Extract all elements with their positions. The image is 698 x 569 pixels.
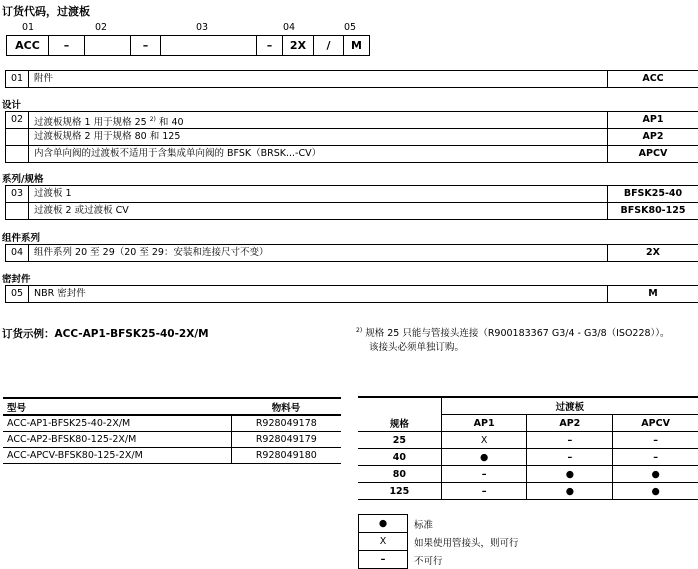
row-description: 过渡板规格 1 用于规格 25 $^{2)}$ 和 40 [29,112,608,128]
legend-text: 标准 [414,519,434,531]
compat-cell: ● [527,466,613,483]
row-code: BFSK80-125 [620,205,686,216]
code-cell: ACC [7,36,49,55]
position-01: 01 [22,22,35,33]
legend [358,514,520,569]
section-row [6,112,698,129]
model-cell: ACC-AP1-BFSK25-40-2X/M [3,415,231,432]
row-description: 过渡板规格 2 用于规格 80 和 125 [29,129,608,145]
code-cell: – [131,36,161,55]
legend-item [359,533,520,551]
position-05: 05 [344,22,357,33]
row-code: M [648,288,658,299]
section-row [6,245,698,261]
row-code: 2X [646,247,660,258]
table-row [358,432,698,449]
section-heading: 密封件 [2,274,31,285]
row-code: BFSK25-40 [623,188,683,199]
compat-cell: X [441,432,527,449]
table-row [3,448,341,464]
section-row [6,186,698,203]
col-header-apcv: APCV [613,415,698,432]
position-03: 03 [196,22,209,33]
material-number-cell: R928049178 [231,415,341,432]
code-cell: / [314,36,344,55]
row-number: 04 [6,245,29,261]
table-row [3,432,341,448]
section-03 [5,185,698,220]
section-row [6,286,698,302]
row-number [6,203,29,219]
compat-cell: – [527,449,613,466]
compat-cell: ● [613,466,698,483]
row-code: AP1 [642,114,664,125]
row-description: NBR 密封件 [29,286,608,302]
row-description: 附件 [29,71,608,87]
size-cell: 125 [358,483,441,500]
compatibility-table [358,396,698,500]
row-number: 03 [6,186,29,202]
footnote: $^{2)}$ 规格 25 只能与管接头连接（R900183367 G3/4 - G3/8（ISO228））。 该接头必须单独订购。 [356,327,670,353]
order-code-bar [6,35,370,56]
code-cell [85,36,131,55]
code-cell: – [49,36,85,55]
compat-cell: – [441,466,527,483]
row-code: APCV [638,148,668,159]
legend-symbol: – [359,551,408,569]
legend-text: 如果使用管接头，则可行 [414,537,519,549]
section-row [6,203,698,219]
section-heading: 系列/规格 [2,174,44,185]
section-05 [5,285,698,303]
footnote-mark: 2) [356,327,363,334]
section-row [6,71,698,87]
order-example: 订货示例：ACC-AP1-BFSK25-40-2X/M [2,328,209,340]
compat-cell: – [441,483,527,500]
row-number [6,146,29,162]
model-cell: ACC-APCV-BFSK80-125-2X/M [3,448,231,464]
section-04 [5,244,698,262]
col-header-ap1: AP1 [441,415,527,432]
table-row [3,415,341,432]
section-01 [5,70,698,88]
parts-table [3,397,341,464]
page-title: 订货代码，过渡板 [2,5,90,18]
size-cell: 25 [358,432,441,449]
size-cell: 40 [358,449,441,466]
row-description: 过渡板 1 [29,186,608,202]
section-02 [5,111,698,163]
legend-text: 不可行 [414,555,443,567]
size-cell: 80 [358,466,441,483]
material-number-cell: R928049179 [231,432,341,448]
row-code: AP2 [642,131,664,142]
col-header-ap2: AP2 [527,415,613,432]
row-number [6,129,29,145]
code-cell: M [351,39,362,52]
table-row [358,466,698,483]
group-header: 过渡板 [441,397,698,415]
row-description: 过渡板 2 或过渡板 CV [29,203,608,219]
legend-symbol: X [359,533,408,551]
legend-symbol: ● [359,515,408,533]
header-model: 型号 [3,398,231,415]
compat-cell: – [527,432,613,449]
table-row [358,449,698,466]
material-number-cell: R928049180 [231,448,341,464]
legend-item [359,551,520,569]
row-code: ACC [642,73,664,84]
row-number: 05 [6,286,29,302]
compat-cell: – [613,449,698,466]
position-04: 04 [283,22,296,33]
section-row [6,129,698,146]
section-row [6,146,698,162]
code-cell: – [257,36,283,55]
section-heading: 设计 [2,100,22,111]
compat-cell: ● [527,483,613,500]
row-description: 组件系列 20 至 29（20 至 29：安装和连接尺寸不变） [29,245,608,261]
code-cell [161,36,257,55]
header-material-number: 物料号 [231,398,341,415]
section-heading: 组件系列 [2,233,41,244]
compat-cell: – [613,432,698,449]
compat-cell: ● [613,483,698,500]
position-02: 02 [95,22,108,33]
table-row [358,483,698,500]
model-cell: ACC-AP2-BFSK80-125-2X/M [3,432,231,448]
row-header: 规格 [358,415,441,432]
code-cell: 2X [283,36,314,55]
row-number: 02 [6,112,29,128]
compat-cell: ● [441,449,527,466]
row-description: 内含单向阀的过渡板不适用于含集成单向阀的 BFSK（BRSK...-CV） [29,146,608,162]
footnote-mark: 2) [149,116,156,123]
legend-item [359,515,520,533]
row-number: 01 [6,71,29,87]
